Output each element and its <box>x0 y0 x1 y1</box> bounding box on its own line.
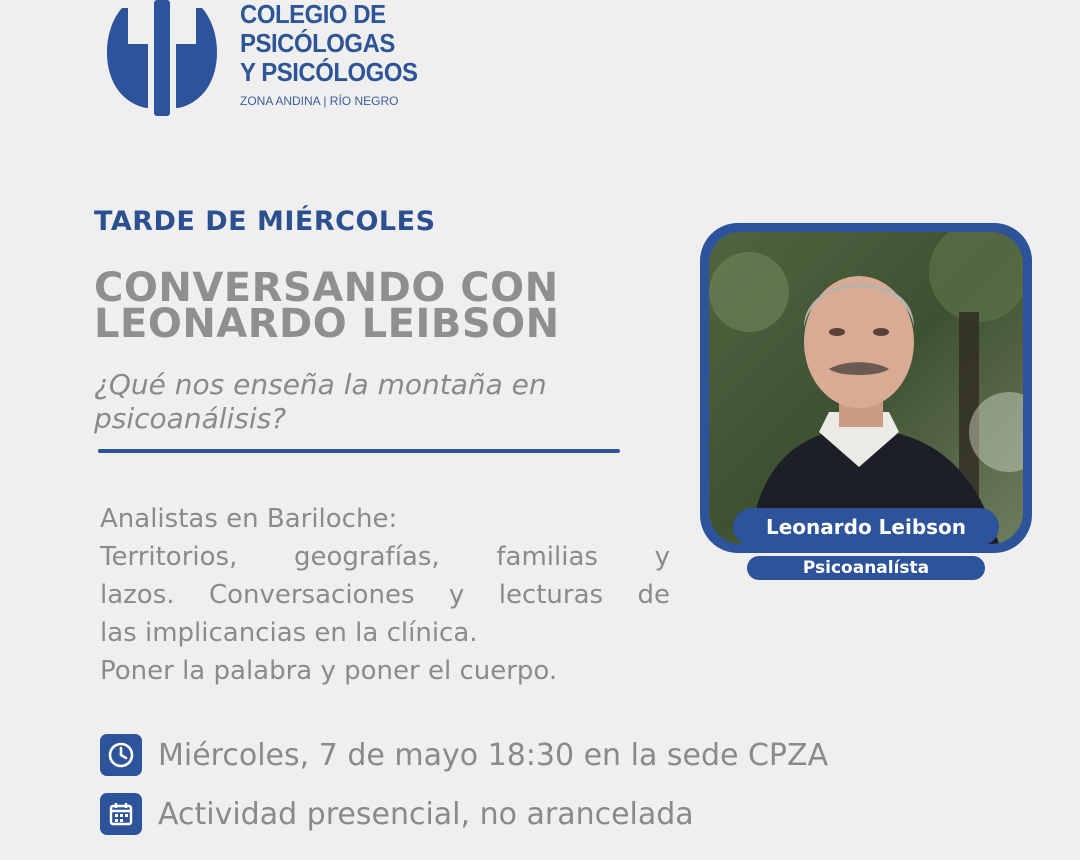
event-title-line-1: CONVERSANDO CON <box>94 265 559 311</box>
clock-icon <box>100 734 142 776</box>
description-line-1: Analistas en Bariloche: <box>100 504 398 534</box>
speaker-name-badge: Leonardo Leibson <box>733 508 999 546</box>
description-line-5: Poner la palabra y poner el cuerpo. <box>100 656 558 686</box>
date-time-text: Miércoles, 7 de mayo 18:30 en la sede CPZA <box>158 737 829 773</box>
logo-line-2: PSICÓLOGAS <box>240 28 395 58</box>
event-title <box>94 265 560 347</box>
logo-subline: ZONA ANDINA | RÍO NEGRO <box>240 94 399 108</box>
speaker-photo-frame <box>700 223 1032 553</box>
event-subtitle-line-2: psicoanálisis? <box>94 402 287 435</box>
description-line-2: Territorios, geografías, familias y <box>100 542 670 572</box>
psi-symbol-icon <box>100 0 224 118</box>
organization-logo <box>100 0 430 120</box>
event-subtitle <box>94 368 654 436</box>
event-subtitle-line-1: ¿Qué nos enseña la montaña en <box>94 368 547 401</box>
description-line-4: las implicancias en la clínica. <box>100 618 478 648</box>
event-series-label: TARDE DE MIÉRCOLES <box>94 206 436 237</box>
logo-line-1: COLEGIO DE <box>240 0 386 29</box>
speaker-role-badge: Psicoanalísta <box>747 556 985 580</box>
date-time-info <box>100 734 828 776</box>
speaker-photo <box>709 232 1023 544</box>
event-title-line-2: LEONARDO LEIBSON <box>94 301 560 347</box>
event-description <box>100 500 670 690</box>
divider <box>98 449 620 453</box>
logo-line-3: Y PSICÓLOGOS <box>240 57 418 87</box>
attendance-info <box>100 793 694 835</box>
calendar-icon <box>100 793 142 835</box>
attendance-text: Actividad presencial, no arancelada <box>158 796 694 832</box>
description-line-3: lazos. Conversaciones y lecturas de <box>100 580 670 610</box>
